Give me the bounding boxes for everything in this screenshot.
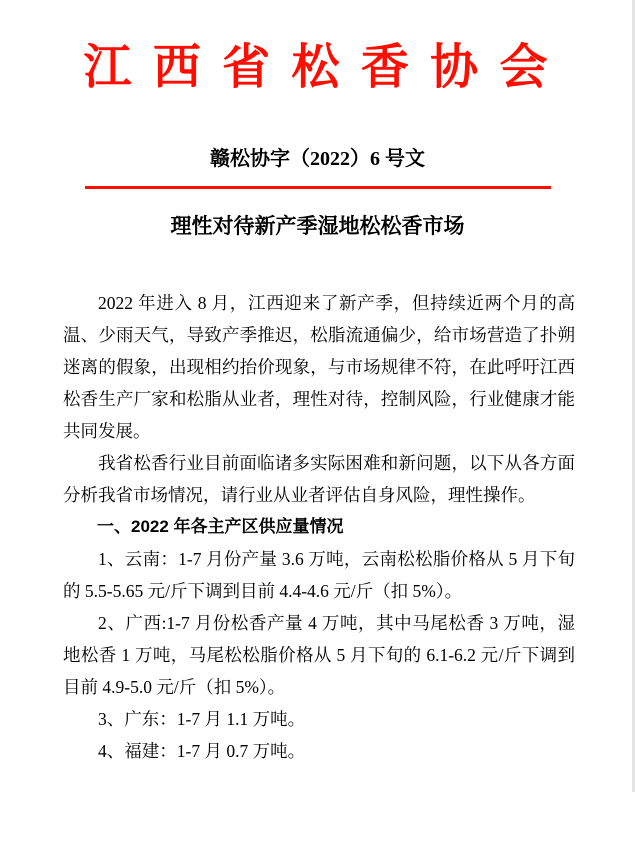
doc-body [63, 287, 575, 767]
red-divider-line [85, 186, 551, 189]
section-heading-supply: 一、2022 年各主产区供应量情况 [97, 516, 344, 536]
paragraph-intro: 2022 年进入 8 月，江西迎来了新产季，但持续近两个月的高温、少雨天气，导致产季推迟，松脂流通偏少，给市场营造了扑朔迷离的假象，出现相约抬价现象，与市场规律不符，在此呼吁江西松香生产厂家和松脂从业者，理性对待，控制风险，行业健康才能共同发展。 [63, 292, 575, 441]
list-item-fujian: 4、福建：1-7 月 0.7 万吨。 [98, 740, 306, 761]
list-item-guangdong: 3、广东：1-7 月 1.1 万吨。 [98, 708, 306, 729]
doc-title: 理性对待新产季湿地松松香市场 [170, 213, 465, 238]
paragraph-overview: 我省松香行业目前面临诸多实际困难和新问题，以下从各方面分析我省市场情况，请行业从业者评估自身风险，理性操作。 [63, 452, 575, 505]
org-title: 江 西 省 松 香 协 会 [83, 41, 552, 94]
list-item-guangxi: 2、广西:1-7 月份松香产量 4 万吨，其中马尾松香 3 万吨，湿地松香 1 万吨，马尾松松脂价格从 5 月下旬的 6.1-6.2 元/斤下调到目前 4.9-5.0 元/斤（扣 5%）。 [63, 612, 575, 697]
list-item-yunnan: 1、云南：1-7 月份产量 3.6 万吨，云南松松脂价格从 5 月下旬的 5.5-5.65 元/斤下调到目前 4.4-4.6 元/斤（扣 5%）。 [63, 548, 575, 601]
doc-number: 赣松协字（2022）6 号文 [210, 148, 425, 170]
